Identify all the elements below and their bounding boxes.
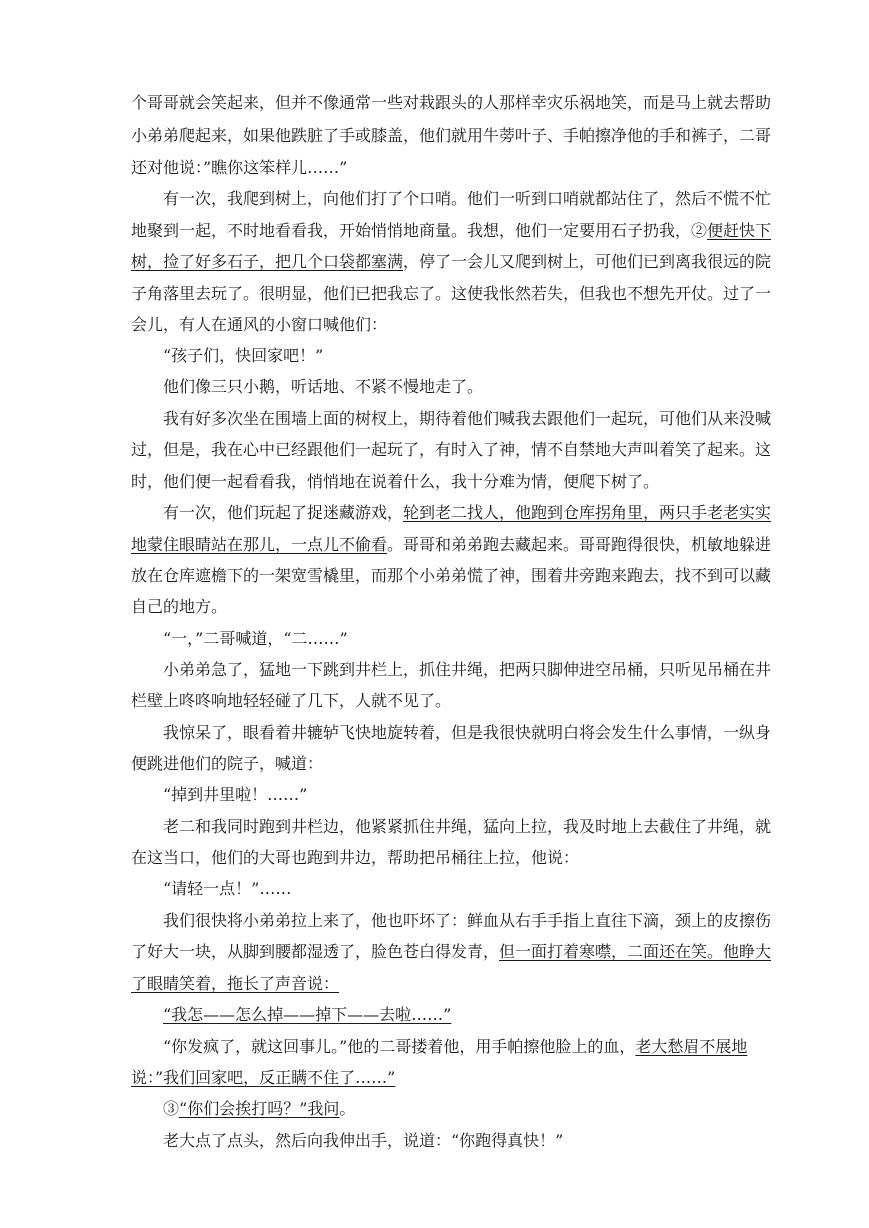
underlined-text: 老大愁眉不展地 [635,1037,748,1056]
text-segment: 。 [339,1099,356,1118]
underlined-text: 但一面打着寒噤，二面还在笑。他睁大 [499,942,772,961]
text-segment: 地聚到一起，不时地看看我，开始悄悄地商量。我想，他们一定要用石子扔我，② [131,221,708,240]
text-line [131,597,737,617]
text-segment: “一，”二哥喊道，“二……” [163,629,348,648]
text-segment: 我有好多次坐在围墙上面的树杈上，期待着他们喊我去跟他们一起玩，可他们从来没喊 [163,409,772,428]
text-segment: ，停了一会儿又爬到树上，可他们已到离我很远的院 [403,252,772,271]
text-line [163,879,737,899]
text-line [131,440,772,460]
underlined-text: 树，捡了好多石子，把几个口袋都塞满 [131,252,404,271]
text-segment: 了好大一块，从脚到腰都湿透了，脸色苍白得发青， [131,942,500,961]
text-line [131,942,772,962]
text-line [163,660,772,680]
text-segment: ③ [163,1099,180,1118]
text-segment: 个哥哥就会笑起来，但并不像通常一些对栽跟头的人那样幸灾乐祸地笑，而是马上就去帮助 [131,93,772,112]
text-line [163,409,772,429]
text-line [131,535,772,555]
underlined-text: 轮到老二找人，他跑到仓库拐角里，两只手老老实实 [403,503,772,522]
text-line [131,252,772,272]
text-line [163,785,737,805]
underlined-text: 地蒙住眼睛站在那儿，一点儿不偷看 [131,535,388,554]
underlined-text: “我怎——怎么掉——掉下——去啦……” [163,1005,452,1024]
text-segment: 他们像三只小鹅，听话地、不紧不慢地走了。 [163,377,484,396]
text-segment: “你发疯了，就这回事儿。”他的二哥搂着他，用手帕擦他脸上的血， [163,1037,636,1056]
text-line [163,1099,737,1119]
text-segment: 我们很快将小弟弟拉上来了，他也吓坏了：鲜血从右手手指上直往下滴，颈上的皮擦伤 [163,911,772,930]
text-line [163,346,737,366]
text-line [131,1068,737,1088]
text-line [131,93,772,113]
text-segment: 小弟弟急了，猛地一下跳到井栏上，抓住井绳，把两只脚伸进空吊桶，只听见吊桶在井 [163,660,772,679]
text-segment: 放在仓库遮檐下的一架宽雪橇里，而那个小弟弟慌了神，围着井旁跑来跑去，找不到可以藏 [131,566,772,585]
text-line [163,1131,737,1151]
text-segment: 会儿，有人在通风的小窗口喊他们： [131,315,388,334]
text-line [131,158,737,178]
text-segment: 栏壁上咚咚响地轻轻碰了几下，人就不见了。 [131,691,452,710]
underlined-text: 说：”我们回家吧，反正瞒不住了……” [131,1068,396,1087]
underlined-text: “你们会挨打吗？”我问 [179,1099,340,1118]
text-line [131,126,772,146]
text-line [131,848,737,868]
text-segment: 子角落里去玩了。很明显，他们已把我忘了。这使我怅然若失，但我也不想先开仗。过了一 [131,284,772,303]
text-segment: 过，但是，我在心中已经跟他们一起玩了，有时入了神，情不自禁地大声叫着笑了起来。这 [131,440,772,459]
text-line [131,754,737,774]
text-line [163,503,772,523]
text-segment: “掉到井里啦！……” [163,785,308,804]
text-line [163,817,772,837]
text-segment: 小弟弟爬起来，如果他跌脏了手或膝盖，他们就用牛蒡叶子、手帕擦净他的手和裤子，二哥 [131,126,772,145]
text-segment: “孩子们，快回家吧！” [163,346,324,365]
underlined-text: 便赶快下 [707,221,772,240]
text-line [131,221,772,241]
text-line [131,472,737,492]
text-segment: 有一次，我爬到树上，向他们打了个口哨。他们一听到口哨就都站住了，然后不慌不忙 [163,189,772,208]
text-segment: 便跳进他们的院子，喊道： [131,754,324,773]
text-segment: 有一次，他们玩起了捉迷藏游戏， [163,503,404,522]
text-segment: 我惊呆了，眼看着井辘轳飞快地旋转着，但是我很快就明白将会发生什么事情，一纵身 [163,723,772,742]
text-segment: 自己的地方。 [131,597,228,616]
text-segment: 还对他说：”瞧你这笨样儿……” [131,158,348,177]
text-line [163,1037,748,1057]
text-segment: 。哥哥和弟弟跑去藏起来。哥哥跑得很快，机敏地躲进 [387,535,772,554]
text-line [163,911,772,931]
text-segment: “请轻一点！”…… [163,879,292,898]
text-line [131,974,737,994]
text-segment: 老二和我同时跑到井栏边，他紧紧抓住井绳，猛向上拉，我及时地上去截住了井绳，就 [163,817,772,836]
text-segment: 时，他们便一起看看我，悄悄地在说着什么，我十分难为情，便爬下树了。 [131,472,660,491]
text-line [163,723,772,743]
text-line [163,629,737,649]
text-segment: 老大点了点头，然后向我伸出手，说道：“你跑得真快！” [163,1131,564,1150]
text-segment: 在这当口，他们的大哥也跑到井边，帮助把吊桶往上拉，他说： [131,848,580,867]
text-line [163,189,772,209]
text-line [131,315,737,335]
text-line [131,566,772,586]
text-line [131,691,737,711]
text-line [131,284,772,304]
underlined-text: 了眼睛笑着，拖长了声音说： [131,974,340,993]
text-line [163,377,737,397]
text-line [163,1005,737,1025]
